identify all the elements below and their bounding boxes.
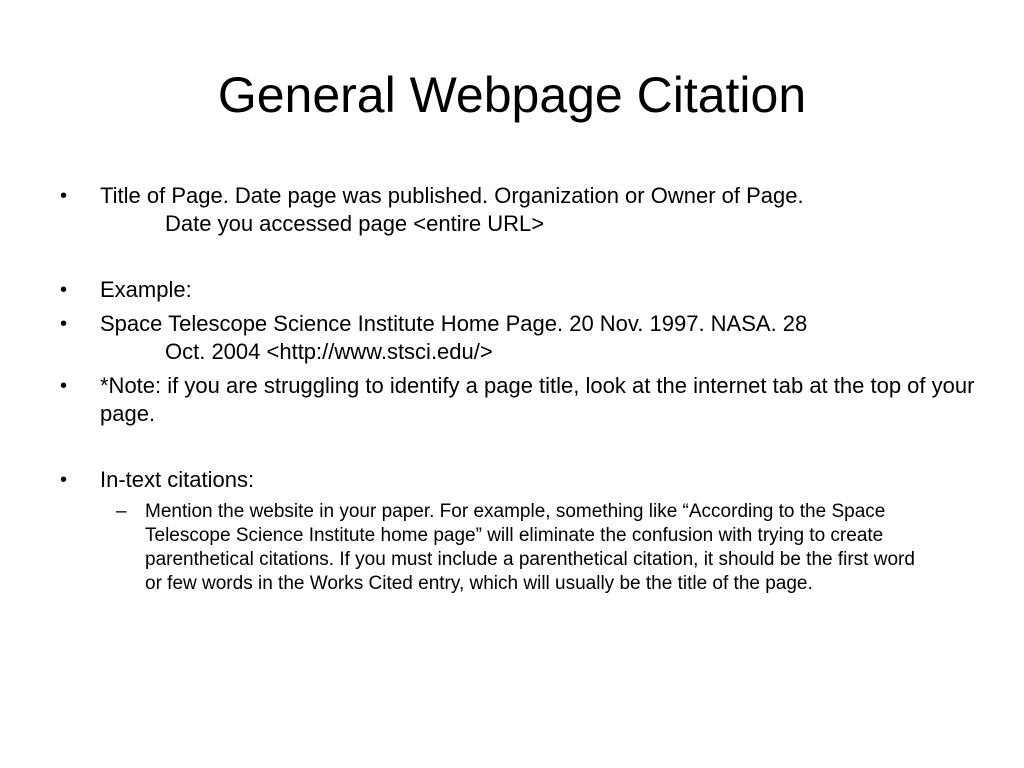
bullet-continuation: Oct. 2004 <http://www.stsci.edu/> <box>165 339 493 364</box>
bullet-text: *Note: if you are struggling to identify a page title, look at the internet tab at the top of your page. <box>100 373 975 426</box>
bullet-icon: • <box>60 375 68 397</box>
bullet-text: Title of Page. Date page was published. Organization or Owner of Page. <box>100 183 804 208</box>
bullet-item-in-text-citations <box>58 466 978 494</box>
dash-icon: – <box>116 501 127 522</box>
bullet-text: In-text citations: <box>100 467 255 492</box>
bullet-icon: • <box>60 313 68 335</box>
bullet-icon: • <box>60 279 68 301</box>
bullet-item-citation-format <box>58 182 978 238</box>
bullet-item-example-label <box>58 276 978 304</box>
bullet-icon: • <box>60 185 68 207</box>
slide-body <box>58 182 978 596</box>
sub-bullet-item <box>58 500 935 596</box>
bullet-icon: • <box>60 469 68 491</box>
slide-title: General Webpage Citation <box>217 67 807 123</box>
bullet-text: Space Telescope Science Institute Home Page. 20 Nov. 1997. NASA. 28 <box>100 311 808 336</box>
sub-bullet-text: Mention the website in your paper. For example, something like “According to the Space Telescope Science Institute home page” will eliminate the confusion with trying to create parenthetical citations. If you must include a parenthetical citation, it should be the first word or few words in the Works Cited entry, which will usually be the title of the page. <box>145 501 915 594</box>
bullet-continuation: Date you accessed page <entire URL> <box>165 211 545 236</box>
bullet-item-example-citation <box>58 310 978 366</box>
bullet-item-note <box>58 372 978 428</box>
bullet-text: Example: <box>100 277 192 302</box>
